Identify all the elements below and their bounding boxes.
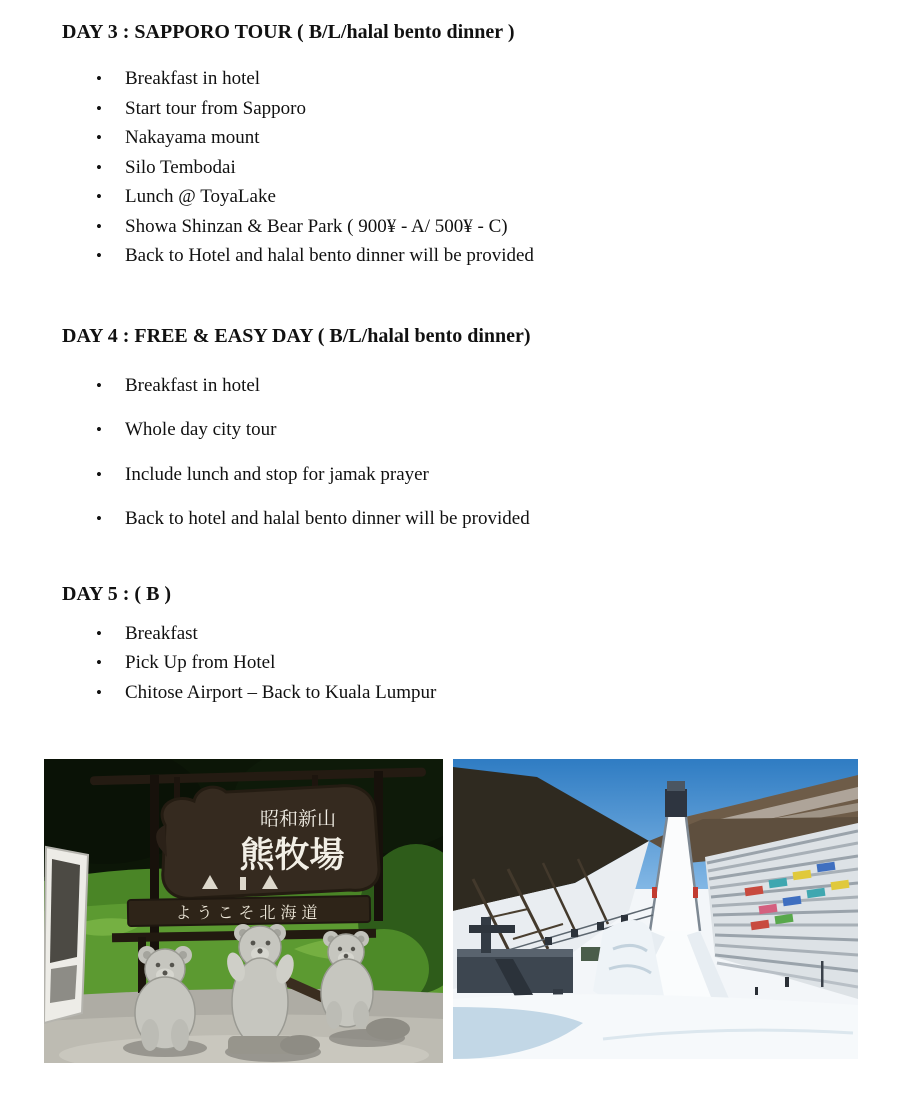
- list-item: [96, 64, 902, 94]
- day-4-list: [62, 371, 902, 534]
- day-3-list: [62, 64, 902, 271]
- section-day-4: [0, 324, 902, 534]
- bear-park-photo: [44, 759, 443, 1063]
- list-item-label: Include lunch and stop for jamak prayer: [125, 463, 429, 485]
- list-item-label: Silo Tembodai: [125, 156, 236, 178]
- bullet-icon: •: [96, 128, 102, 147]
- list-item-label: Back to hotel and halal bento dinner will be provided: [125, 508, 530, 529]
- bullet-icon: •: [96, 682, 102, 702]
- photo-row: [44, 759, 902, 1063]
- list-item: [96, 678, 902, 708]
- bullet-icon: •: [96, 69, 102, 88]
- ski-jump-photo: [453, 759, 858, 1059]
- section-day-5: [0, 582, 902, 708]
- day-3-heading: DAY 3 : SAPPORO TOUR ( B/L/halal bento dinner ): [62, 21, 515, 43]
- bullet-icon: •: [96, 98, 102, 118]
- list-item: [96, 212, 902, 242]
- list-item: [96, 94, 902, 124]
- list-item: [96, 619, 902, 649]
- welcome-board-text: ようこそ北海道: [175, 905, 323, 922]
- bullet-icon: •: [96, 246, 102, 265]
- list-item-label: Whole day city tour: [125, 419, 277, 440]
- bullet-icon: •: [96, 464, 102, 484]
- list-item-label: Chitose Airport – Back to Kuala Lumpur: [125, 681, 437, 703]
- bear-statue-left: [135, 946, 195, 1051]
- list-item: [96, 504, 902, 534]
- bullet-icon: •: [96, 187, 102, 206]
- bear-park-sign: [156, 786, 379, 899]
- list-item: [96, 241, 902, 271]
- list-item: [96, 153, 902, 183]
- list-item-label: Showa Shinzan & Bear Park ( 900¥ - A/ 500¥ - C): [125, 215, 508, 237]
- bear-statue-right: [321, 931, 373, 1029]
- bullet-icon: •: [96, 157, 102, 177]
- list-item: [96, 123, 902, 153]
- day-4-heading: DAY 4 : FREE & EASY DAY ( B/L/halal bento dinner): [62, 324, 531, 347]
- list-item-label: Start tour from Sapporo: [125, 97, 307, 119]
- day-5-heading: DAY 5 : ( B ): [62, 582, 172, 605]
- section-day-3: [0, 20, 902, 271]
- list-item: [96, 460, 902, 490]
- list-item: [96, 648, 902, 678]
- sign-main-text: 熊牧場: [239, 836, 345, 875]
- list-item-label: Pick Up from Hotel: [125, 652, 276, 673]
- bullet-icon: •: [96, 420, 102, 439]
- bullet-icon: •: [96, 375, 102, 395]
- list-item-label: Breakfast: [125, 622, 198, 644]
- day-5-list: [62, 619, 902, 708]
- list-item: [96, 182, 902, 212]
- bullet-icon: •: [96, 653, 102, 672]
- list-item-label: Breakfast in hotel: [125, 68, 261, 89]
- list-item-label: Back to Hotel and halal bento dinner will be provided: [125, 245, 534, 266]
- sign-top-text: 昭和新山: [259, 809, 337, 830]
- list-item-label: Nakayama mount: [125, 127, 260, 148]
- list-item-label: Breakfast in hotel: [125, 374, 261, 396]
- standing-sign: [44, 847, 88, 1023]
- bullet-icon: •: [96, 623, 102, 643]
- bullet-icon: •: [96, 509, 102, 528]
- bullet-icon: •: [96, 216, 102, 236]
- list-item: [96, 371, 902, 401]
- list-item-label: Lunch @ ToyaLake: [125, 186, 276, 207]
- list-item: [96, 415, 902, 445]
